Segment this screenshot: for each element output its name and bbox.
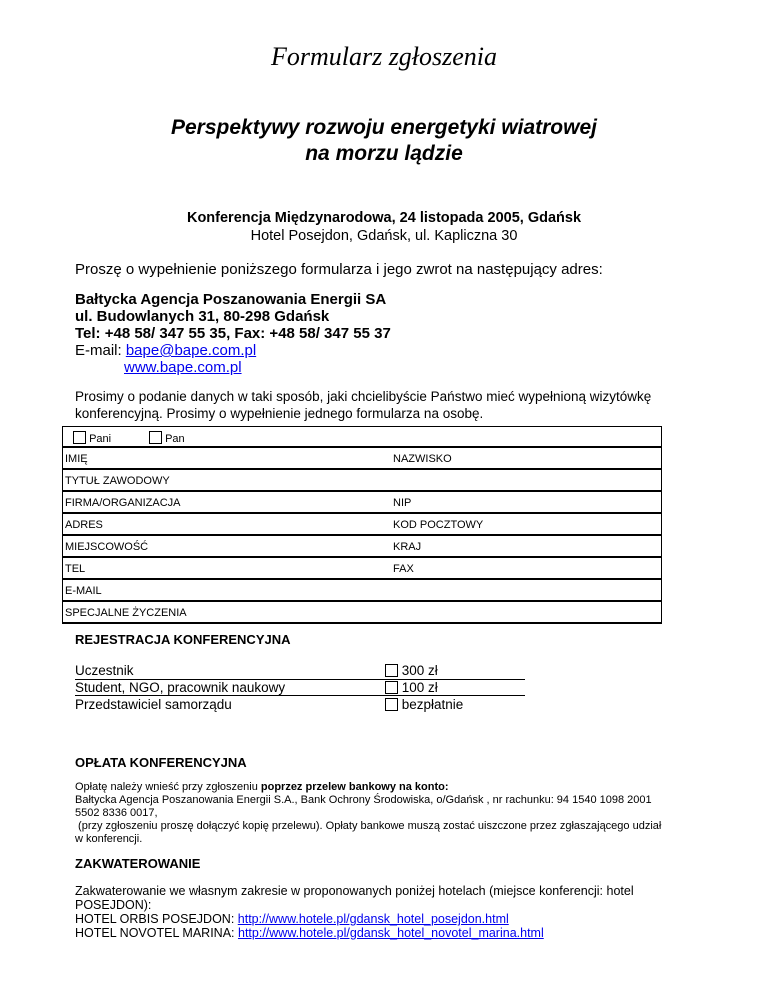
email-label: E-mail: [75,342,126,359]
miejscowosc-label: MIEJSCOWOŚĆ [65,541,149,553]
salutation-pani[interactable] [73,431,111,446]
reg-label-uczestnik: Uczestnik [75,663,134,678]
kraj-label: KRAJ [393,541,422,553]
reg-label-student: Student, NGO, pracownik naukowy [75,680,286,695]
firma-label: FIRMA/ORGANIZACJA [65,497,181,509]
kod-label: KOD POCZTOWY [393,519,484,531]
address-street: ul. Budowlanych 31, 80-298 Gdańsk [75,308,330,325]
email-field-label: E-MAIL [65,585,102,597]
payment-line2: Bałtycka Agencja Poszanowania Energii S.A., Bank Ochrony Środowiska, o/Gdańsk , nr rachunku: 94 1540 1098 2001 [75,794,652,806]
request-line2: konferencyjną. Prosimy o wypełnienie jednego formularza na osobę. [75,406,484,421]
intro-text: Proszę o wypełnienie poniższego formularza i jego zwrot na następujący adres: [75,261,603,278]
hotel1-label: HOTEL ORBIS POSEJDON: [75,912,238,926]
form-row-salutation [62,426,662,448]
hotel1-link[interactable]: http://www.hotele.pl/gdansk_hotel_posejdon.html [237,912,509,926]
form-row-address[interactable] [62,514,662,536]
form-row-special-requests[interactable] [62,602,662,624]
reg-option-samorzad[interactable] [385,697,463,713]
registration-heading: REJESTRACJA KONFERENCYJNA [75,632,291,647]
registration-form-table [62,426,662,624]
request-line1: Prosimy o podanie danych w taki sposób, jaki chcielibyście Państwo mieć wypełnioną wizytówkę [75,389,652,404]
address-organization: Bałtycka Agencja Poszanowania Energii SA [75,291,387,308]
website-link[interactable] [124,359,242,377]
reg-option-uczestnik[interactable] [385,663,438,679]
reg-label-samorzad: Przedstawiciel samorządu [75,697,232,712]
reg-option-student[interactable] [385,680,438,696]
conference-subtitle-line1: Perspektywy rozwoju energetyki wiatrowej [171,116,597,139]
price-samorzad: bezpłatnie [401,697,464,712]
conference-venue: Hotel Posejdon, Gdańsk, ul. Kapliczna 30 [250,228,518,244]
payment-line1-bold: poprzez przelew bankowy na konto: [260,781,449,793]
form-row-title[interactable] [62,470,662,492]
payment-heading: OPŁATA KONFERENCYJNA [75,755,247,770]
pan-label: Pan [165,433,185,445]
pani-label: Pani [89,433,112,445]
registration-options [75,663,525,723]
form-row-city[interactable] [62,536,662,558]
samorzad-checkbox[interactable] [385,698,398,711]
hotel2-link[interactable]: http://www.hotele.pl/gdansk_hotel_novotel_marina.html [238,926,544,940]
email-link[interactable]: bape@bape.com.pl [125,342,257,359]
accommodation-line2: POSEJDON): [75,898,152,912]
payment-line1 [75,780,449,794]
uczestnik-checkbox[interactable] [385,664,398,677]
conference-date-location: Konferencja Międzynarodowa, 24 listopada 2005, Gdańsk [186,210,582,226]
payment-line5: w konferencji. [75,833,143,845]
address-phone-fax: Tel: +48 58/ 347 55 35, Fax: +48 58/ 347 55 37 [75,325,391,342]
tytul-label: TYTUŁ ZAWODOWY [65,475,170,487]
imie-label: IMIĘ [65,453,88,465]
document-title: Formularz zgłoszenia [270,42,498,71]
fax-label: FAX [393,563,414,575]
payment-line3: 5502 8336 0017, [75,807,158,819]
form-row-phone[interactable] [62,558,662,580]
price-student: 100 zł [401,680,438,695]
pani-checkbox[interactable] [73,431,86,444]
reg-divider [75,679,525,680]
payment-line4: (przy zgłoszeniu proszę dołączyć kopię przelewu). Opłaty bankowe muszą zostać uiszczone przez zgłaszającego udział [75,820,662,832]
student-checkbox[interactable] [385,681,398,694]
address-email-line [75,342,256,360]
form-row-company[interactable] [62,492,662,514]
tel-label: TEL [65,563,86,575]
salutation-pan[interactable] [149,431,185,446]
accommodation-heading: ZAKWATEROWANIE [75,856,201,871]
payment-line1-prefix: Opłatę należy wnieść przy zgłoszeniu [75,781,261,793]
nazwisko-label: NAZWISKO [393,453,452,465]
conference-subtitle-line2: na morzu lądzie [305,142,463,165]
zyczenia-label: SPECJALNE ŻYCZENIA [65,607,187,619]
price-uczestnik: 300 zł [401,663,438,678]
hotel1-line [75,912,509,926]
pan-checkbox[interactable] [149,431,162,444]
adres-label: ADRES [65,519,103,531]
form-row-name[interactable] [62,448,662,470]
nip-label: NIP [393,497,412,509]
form-row-email[interactable] [62,580,662,602]
reg-divider-2 [75,695,525,696]
hotel2-line [75,926,544,940]
hotel2-label: HOTEL NOVOTEL MARINA: [75,926,238,940]
accommodation-line1: Zakwaterowanie we własnym zakresie w proponowanych poniżej hotelach (miejsce konferencji: hotel [75,884,634,898]
website-link-text[interactable]: www.bape.com.pl [124,359,242,376]
